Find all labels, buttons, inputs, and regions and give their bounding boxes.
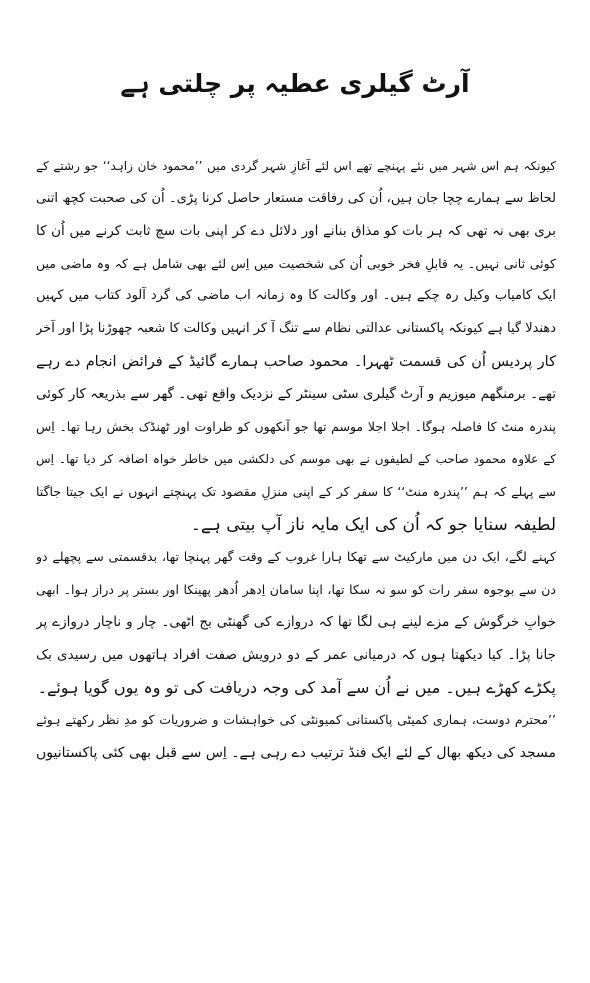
text-line: مسجد کی دیکھ بھال کے لئے ایک فنڈ ترتیب دے رہی ہے۔ اِس سے قبل بھی کئی پاکستانیوں: [36, 744, 556, 761]
text-line: ’’محترم دوست، ہماری کمیٹی پاکستانی کمیونٹی کی خواہشات و ضروریات کو مدِ نظر رکھتے ہوئے: [36, 712, 556, 728]
text-line: جانا پڑا۔ کیا دیکھتا ہوں کہ درمیانی عمر کے دو درویش صفت افراد ہاتھوں میں رسیدی بک: [36, 646, 556, 663]
text-line: بری بھی نہ تھی کہ ہر بات کو مذاق بنانے اور دلائل دے کر اپنی بات سچ ثابت کرنے میں اُن کا: [36, 223, 556, 240]
text-line: دھندلا گیا ہے کیونکہ پاکستانی عدالتی نظام سے تنگ آ کر انہیں وکالت کا شعبہ چھوڑنا پڑا اور آخر: [36, 320, 556, 336]
text-line: کہنے لگے، ایک دن میں مارکیٹ سے تھکا ہارا غروب کے وقت گھر پہنچا تھا، بدقسمتی سے پچھلے دو: [36, 549, 556, 565]
text-line: کار پردیس اُن کی قسمت ٹھہرا۔ محمود صاحب ہمارے گائیڈ کے فرائض انجام دے رہے: [36, 353, 556, 370]
page-title: آرٹ گیلری عطیہ پر چلتی ہے: [120, 69, 470, 98]
text-line: لطیفہ سنایا جو کہ اُن کی ایک مایہ ناز آپ بیتی ہے۔: [190, 514, 556, 535]
text-line: پکڑے کھڑے ہیں۔ میں نے اُن سے آمد کی وجہ دریافت کی تو وہ یوں گویا ہوئے۔: [37, 677, 556, 697]
text-line: لحاظ سے ہمارے چچا جان ہیں، اُن کی رفاقت مستعار حاصل کرنا پڑی۔ اُن کی صحبت کچھ اتنی: [36, 190, 556, 206]
text-line: کیونکہ ہم اس شہر میں نئے پہنچے تھے اس لئے آغازِ شہر گردی میں ’’محمود خان زاہد‘‘ جو رشتے کے: [36, 159, 556, 173]
text-line: خوابِ خرگوش کے مزے لینے ہی لگا تھا کہ دروازے کی گھنٹی بج اٹھی۔ چار و ناچار دروازے پر: [36, 614, 556, 631]
text-line: سے پہلے کہ ہم ’’پندرہ منٹ‘‘ کا سفر کر کے اپنی منزلِ مقصود تک پہنچتے انہوں نے ایک جیتا جاگتا: [36, 483, 556, 499]
text-line: دن سے بوجوہ سفر رات کو سو نہ سکا تھا، اپنا سامان اِدھر اُدھر پھینکا اور بستر پر دراز ہوا۔ ابھی: [36, 581, 556, 597]
text-line: تھے۔ برمنگھم میوزیم و آرٹ گیلری سٹی سینٹر کے نزدیک واقع تھی۔ گھر سے بذریعہ کار کوئی: [36, 386, 556, 403]
text-line: پندرہ منٹ کا فاصلہ ہوگا۔ اجلا اجلا موسم تھا جو آنکھوں کو طراوت اور ٹھنڈک بخش رہا تھا۔ اِس: [36, 418, 556, 434]
text-line: ایک کامیاب وکیل رہ چکے ہیں۔ اور وکالت کا وہ زمانہ اب ماضی کی گرد آلود کتاب میں کہیں: [36, 288, 556, 304]
text-line: کے علاوہ محمود صاحب کے لطیفوں نے بھی موسم کی دلکشی میں خاطر خواہ اضافہ کر دیا تھا۔ اِس: [36, 452, 556, 467]
body-text: [36, 150, 556, 769]
text-line: کوئی ثانی نہیں۔ یہ قابلِ فخر خوبی اُن کی شخصیت میں اِس لئے بھی شامل ہے کہ وہ ماضی میں: [36, 255, 556, 271]
